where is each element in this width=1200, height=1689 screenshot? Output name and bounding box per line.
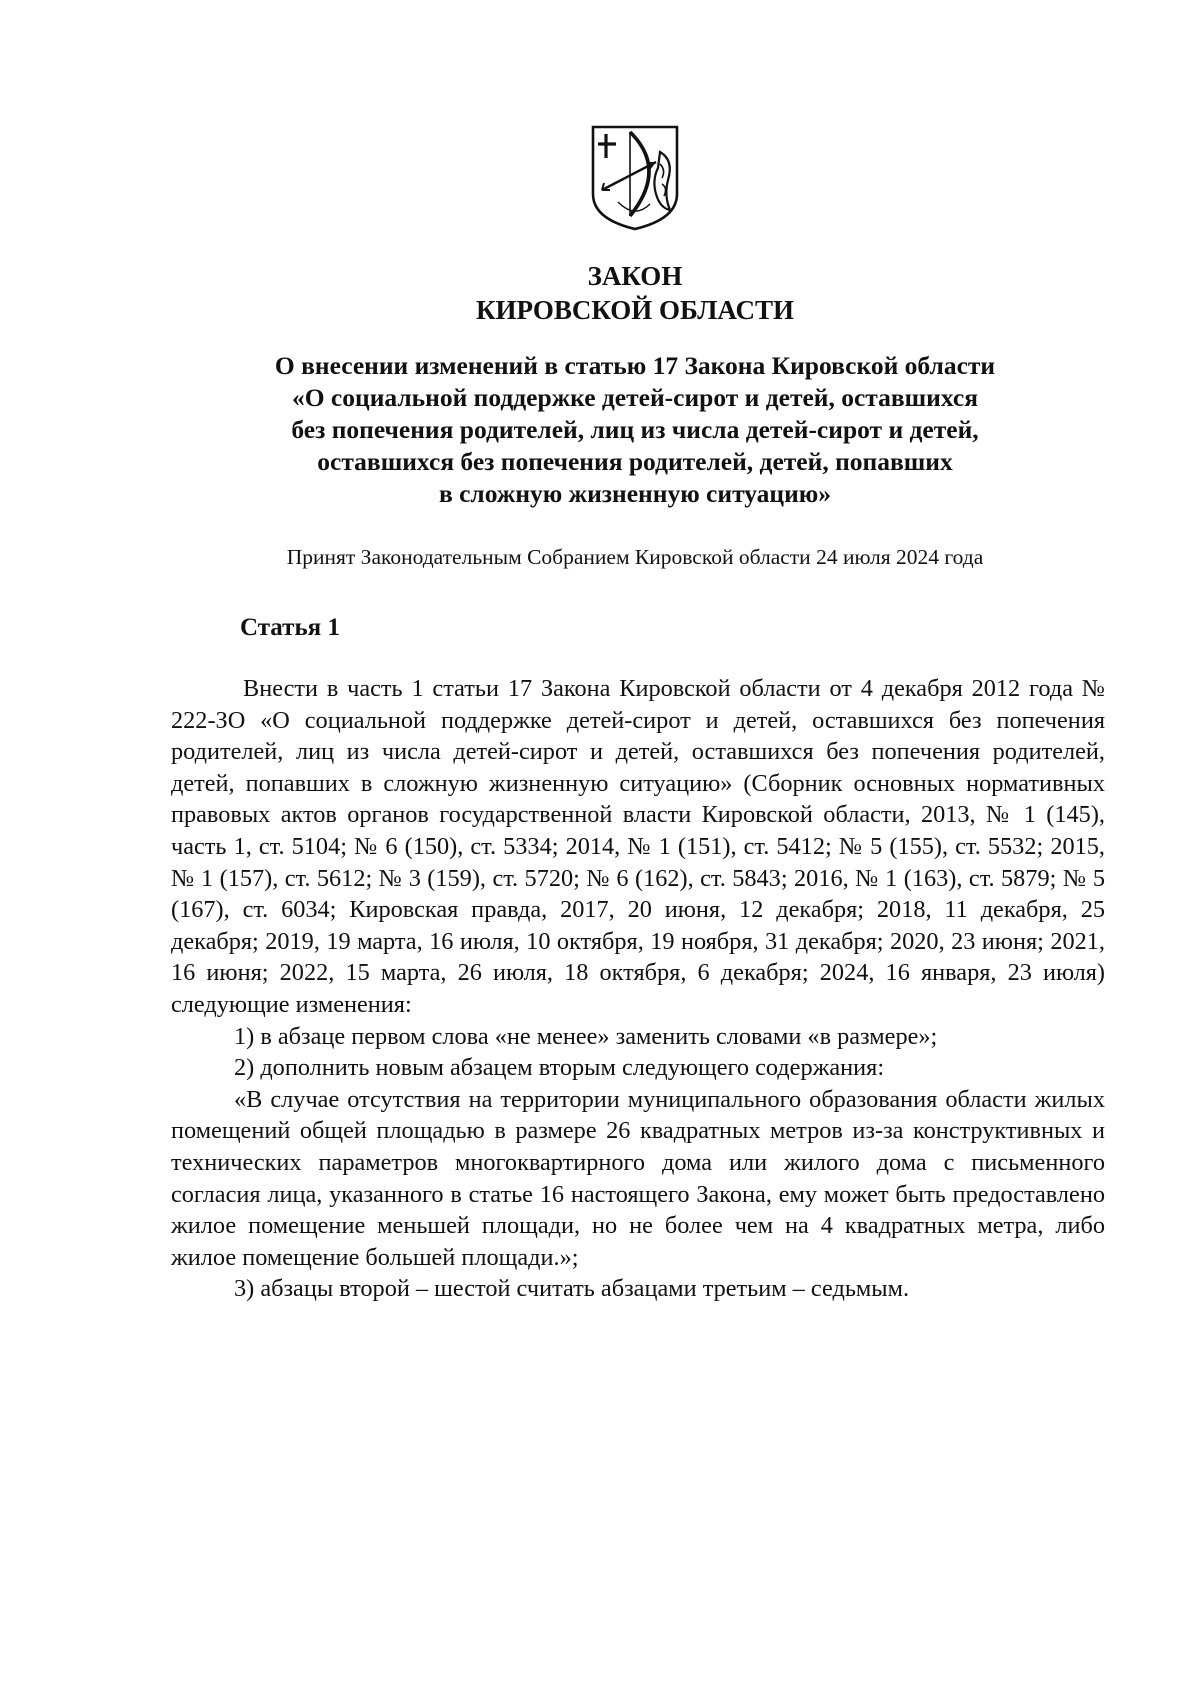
article-heading: Статья 1 — [240, 614, 340, 641]
law-label: ЗАКОН — [587, 261, 683, 291]
subject-line: «О социальной поддержке детей-сирот и детей, оставшихся — [291, 383, 979, 412]
article-paragraph: 3) абзацы второй – шестой считать абзацами третьим – седьмым. — [234, 1275, 910, 1303]
subject-line: О внесении изменений в статью 17 Закона Кировской области — [274, 351, 996, 380]
subject-line: оставшихся без попечения родителей, детей, попавших — [317, 447, 953, 476]
region-label: КИРОВСКОЙ ОБЛАСТИ — [475, 295, 795, 325]
article-paragraph: 1) в абзаце первом слова «не менее» заменить словами «в размере»; — [234, 1022, 938, 1050]
subject-line: без попечения родителей, лиц из числа детей-сирот и детей, — [291, 415, 979, 444]
article-paragraph: Внести в часть 1 статьи 17 Закона Кировской области от 4 декабря 2012 года № 222-ЗО «О социальной поддержке детей-сирот и детей, оставшихся без попечения родителей, лиц из числа детей-сирот и детей, оставшихся без попечения родителей, детей, попавших в сложную жизненную ситуацию» (Сборник основных нормативных правовых актов органов государственной власти Кировской области, 2013, № 1 (145), часть 1, ст. 5104; № 6 (150), ст. 5334; 2014, № 1 (151), ст. 5412; № 5 (155), ст. 5532; 2015, № 1 (157), ст. 5612; № 3 (159), ст. 5720; № 6 (162), ст. 5843; 2016, № 1 (163), ст. 5879; № 5 (167), ст. 6034; Кировская правда, 2017, 20 июня, 12 декабря; 2018, 11 декабря, 25 декабря; 2019, 19 марта, 16 июля, 10 октября, 19 ноября, 31 декабря; 2020, 23 июня; 2021, 16 июня; 2022, 15 марта, 26 июля, 18 октября, 6 декабря; 2024, 16 января, 23 июля) следующие изменения: — [171, 675, 1105, 1018]
subject-line: в сложную жизненную ситуацию» — [438, 479, 832, 508]
article-paragraph: «В случае отсутствия на территории муниципального образования области жилых помещений общей площадью в размере 26 квадратных метров из-за конструктивных и технических параметров многоквартирного дома или жилого дома с письменного согласия лица, указанного в статье 16 настоящего Закона, ему может быть предоставлено жилое помещение меньшей площади, но не более чем на 4 квадратных метра, либо жилое помещение большей площади.»; — [171, 1085, 1105, 1271]
law-title — [0, 259, 1200, 327]
article-paragraph: 2) дополнить новым абзацем вторым следующего содержания: — [234, 1054, 885, 1082]
law-subject — [0, 350, 1200, 510]
coat-of-arms-icon — [590, 124, 680, 232]
article-body — [171, 673, 1105, 1305]
adoption-note: Принят Законодательным Собранием Кировской области 24 июля 2024 года — [286, 545, 984, 569]
